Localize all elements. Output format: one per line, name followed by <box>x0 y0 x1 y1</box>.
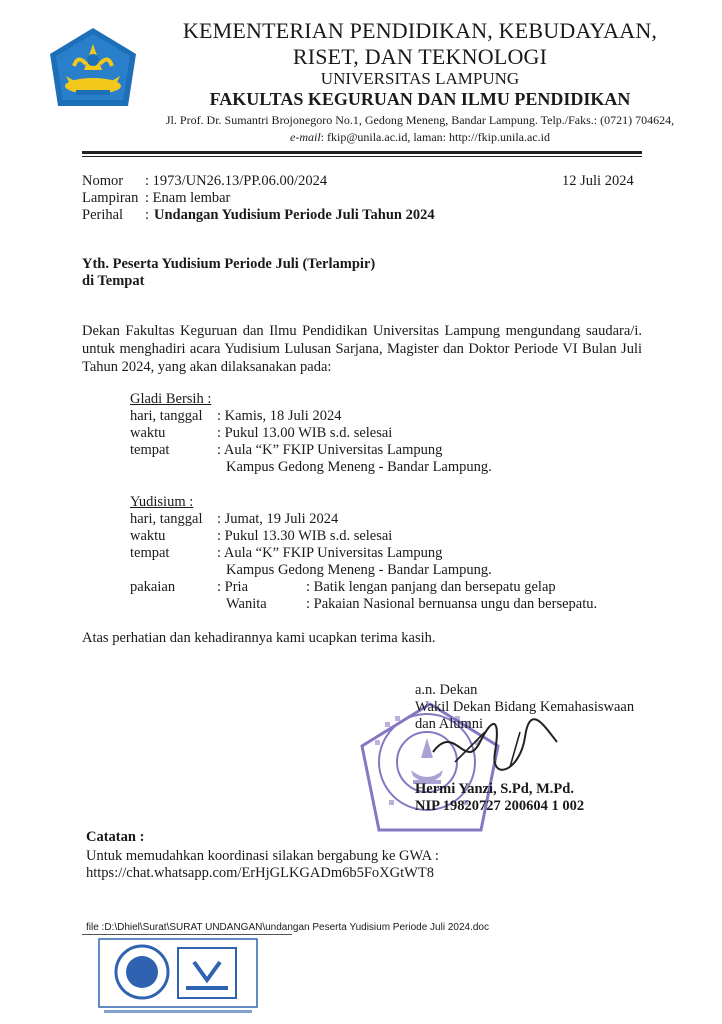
gladi-tempat-value-2: Kampus Gedong Meneng - Bandar Lampung. <box>226 459 492 475</box>
yudisium-waktu-label: waktu <box>130 528 166 544</box>
lampiran-value: : Enam lembar <box>145 190 231 206</box>
ministry-line-1: KEMENTERIAN PENDIDIKAN, KEBUDAYAAN, <box>182 18 658 43</box>
wanita-label: Wanita <box>226 596 267 612</box>
university-name: UNIVERSITAS LAMPUNG <box>320 69 520 88</box>
gladi-tempat-label: tempat <box>130 442 170 458</box>
yudisium-tempat-value-1: : Aula “K” FKIP Universitas Lampung <box>217 545 443 561</box>
gladi-hari-label: hari, tanggal <box>130 408 203 424</box>
nomor-label: Nomor <box>82 173 124 189</box>
ministry-line-2: RISET, DAN TEKNOLOGI <box>292 44 548 69</box>
sign-line-3: dan Alumni <box>415 716 484 732</box>
address: Jl. Prof. Dr. Sumantri Brojonegoro No.1, Gedong Meneng, Bandar Lampung. Telp./Faks.: (0721) 704624, <box>165 113 675 127</box>
pria-value: : Batik lengan panjang dan bersepatu gelap <box>306 579 556 595</box>
letter-date: 12 Juli 2024 <box>562 173 634 189</box>
lampiran-label: Lampiran <box>82 190 139 206</box>
gladi-tempat-value-1: : Aula “K” FKIP Universitas Lampung <box>217 442 443 458</box>
closing-text: Atas perhatian dan kehadirannya kami ucapkan terima kasih. <box>82 630 436 646</box>
yudisium-tempat-label: tempat <box>130 545 170 561</box>
email-line <box>140 130 700 145</box>
pria-label: : Pria <box>217 579 249 595</box>
footer-rule <box>82 934 292 935</box>
recipient-line-2: di Tempat <box>82 273 145 289</box>
email-label: e-mail <box>290 130 321 144</box>
gladi-title: Gladi Bersih : <box>130 391 212 407</box>
file-path: file :D:\Dhiel\Surat\SURAT UNDANGAN\undangan Peserta Yudisium Periode Juli 2024.doc <box>86 922 489 933</box>
intro-paragraph: Dekan Fakultas Keguruan dan Ilmu Pendidikan Universitas Lampung mengundang saudara/i. untuk menghadiri acara Yudisium Lulusan Sarjana, Magister dan Doktor Periode VI Bulan Juli Tahun 2024, yang akan dilaksanakan pada: <box>82 323 642 375</box>
faculty-name: FAKULTAS KEGURUAN DAN ILMU PENDIDIKAN <box>209 89 631 109</box>
certification-logo-icon <box>98 938 258 1016</box>
signer-name: Hermi Yanzi, S.Pd, M.Pd. <box>415 781 574 797</box>
note-line-1: Untuk memudahkan koordinasi silakan bergabung ke GWA : <box>86 848 439 864</box>
yudisium-title: Yudisium : <box>130 494 194 510</box>
perihal-value: Undangan Yudisium Periode Juli Tahun 2024 <box>154 207 435 223</box>
header-rule-thin <box>82 156 642 157</box>
header-rule-thick <box>82 151 642 154</box>
yudisium-tempat-value-2: Kampus Gedong Meneng - Bandar Lampung. <box>226 562 492 578</box>
nomor-value: : 1973/UN26.13/PP.06.00/2024 <box>145 173 328 189</box>
signer-nip: NIP 19820727 200604 1 002 <box>415 798 585 814</box>
note-title: Catatan : <box>86 829 145 845</box>
sign-line-2: Wakil Dekan Bidang Kemahasiswaan <box>415 699 635 715</box>
sign-line-1: a.n. Dekan <box>415 682 478 698</box>
perihal-colon: : <box>145 207 150 223</box>
yudisium-hari-value: : Jumat, 19 Juli 2024 <box>217 511 339 527</box>
perihal-label: Perihal <box>82 207 124 223</box>
yudisium-pakaian-label: pakaian <box>130 579 176 595</box>
email-text: : fkip@unila.ac.id, laman: http://fkip.unila.ac.id <box>320 130 550 144</box>
university-logo-icon <box>46 26 140 116</box>
wanita-value: : Pakaian Nasional bernuansa ungu dan bersepatu. <box>306 596 598 612</box>
whatsapp-link[interactable]: https://chat.whatsapp.com/ErHjGLKGADm6b5FoXGtWT8 <box>86 865 434 881</box>
gladi-hari-value: : Kamis, 18 Juli 2024 <box>217 408 342 424</box>
gladi-waktu-value: : Pukul 13.00 WIB s.d. selesai <box>217 425 393 441</box>
ministry-name <box>160 18 680 70</box>
yudisium-hari-label: hari, tanggal <box>130 511 203 527</box>
recipient-line-1: Yth. Peserta Yudisium Periode Juli (Terlampir) <box>82 256 376 272</box>
gladi-waktu-label: waktu <box>130 425 166 441</box>
yudisium-waktu-value: : Pukul 13.30 WIB s.d. selesai <box>217 528 393 544</box>
